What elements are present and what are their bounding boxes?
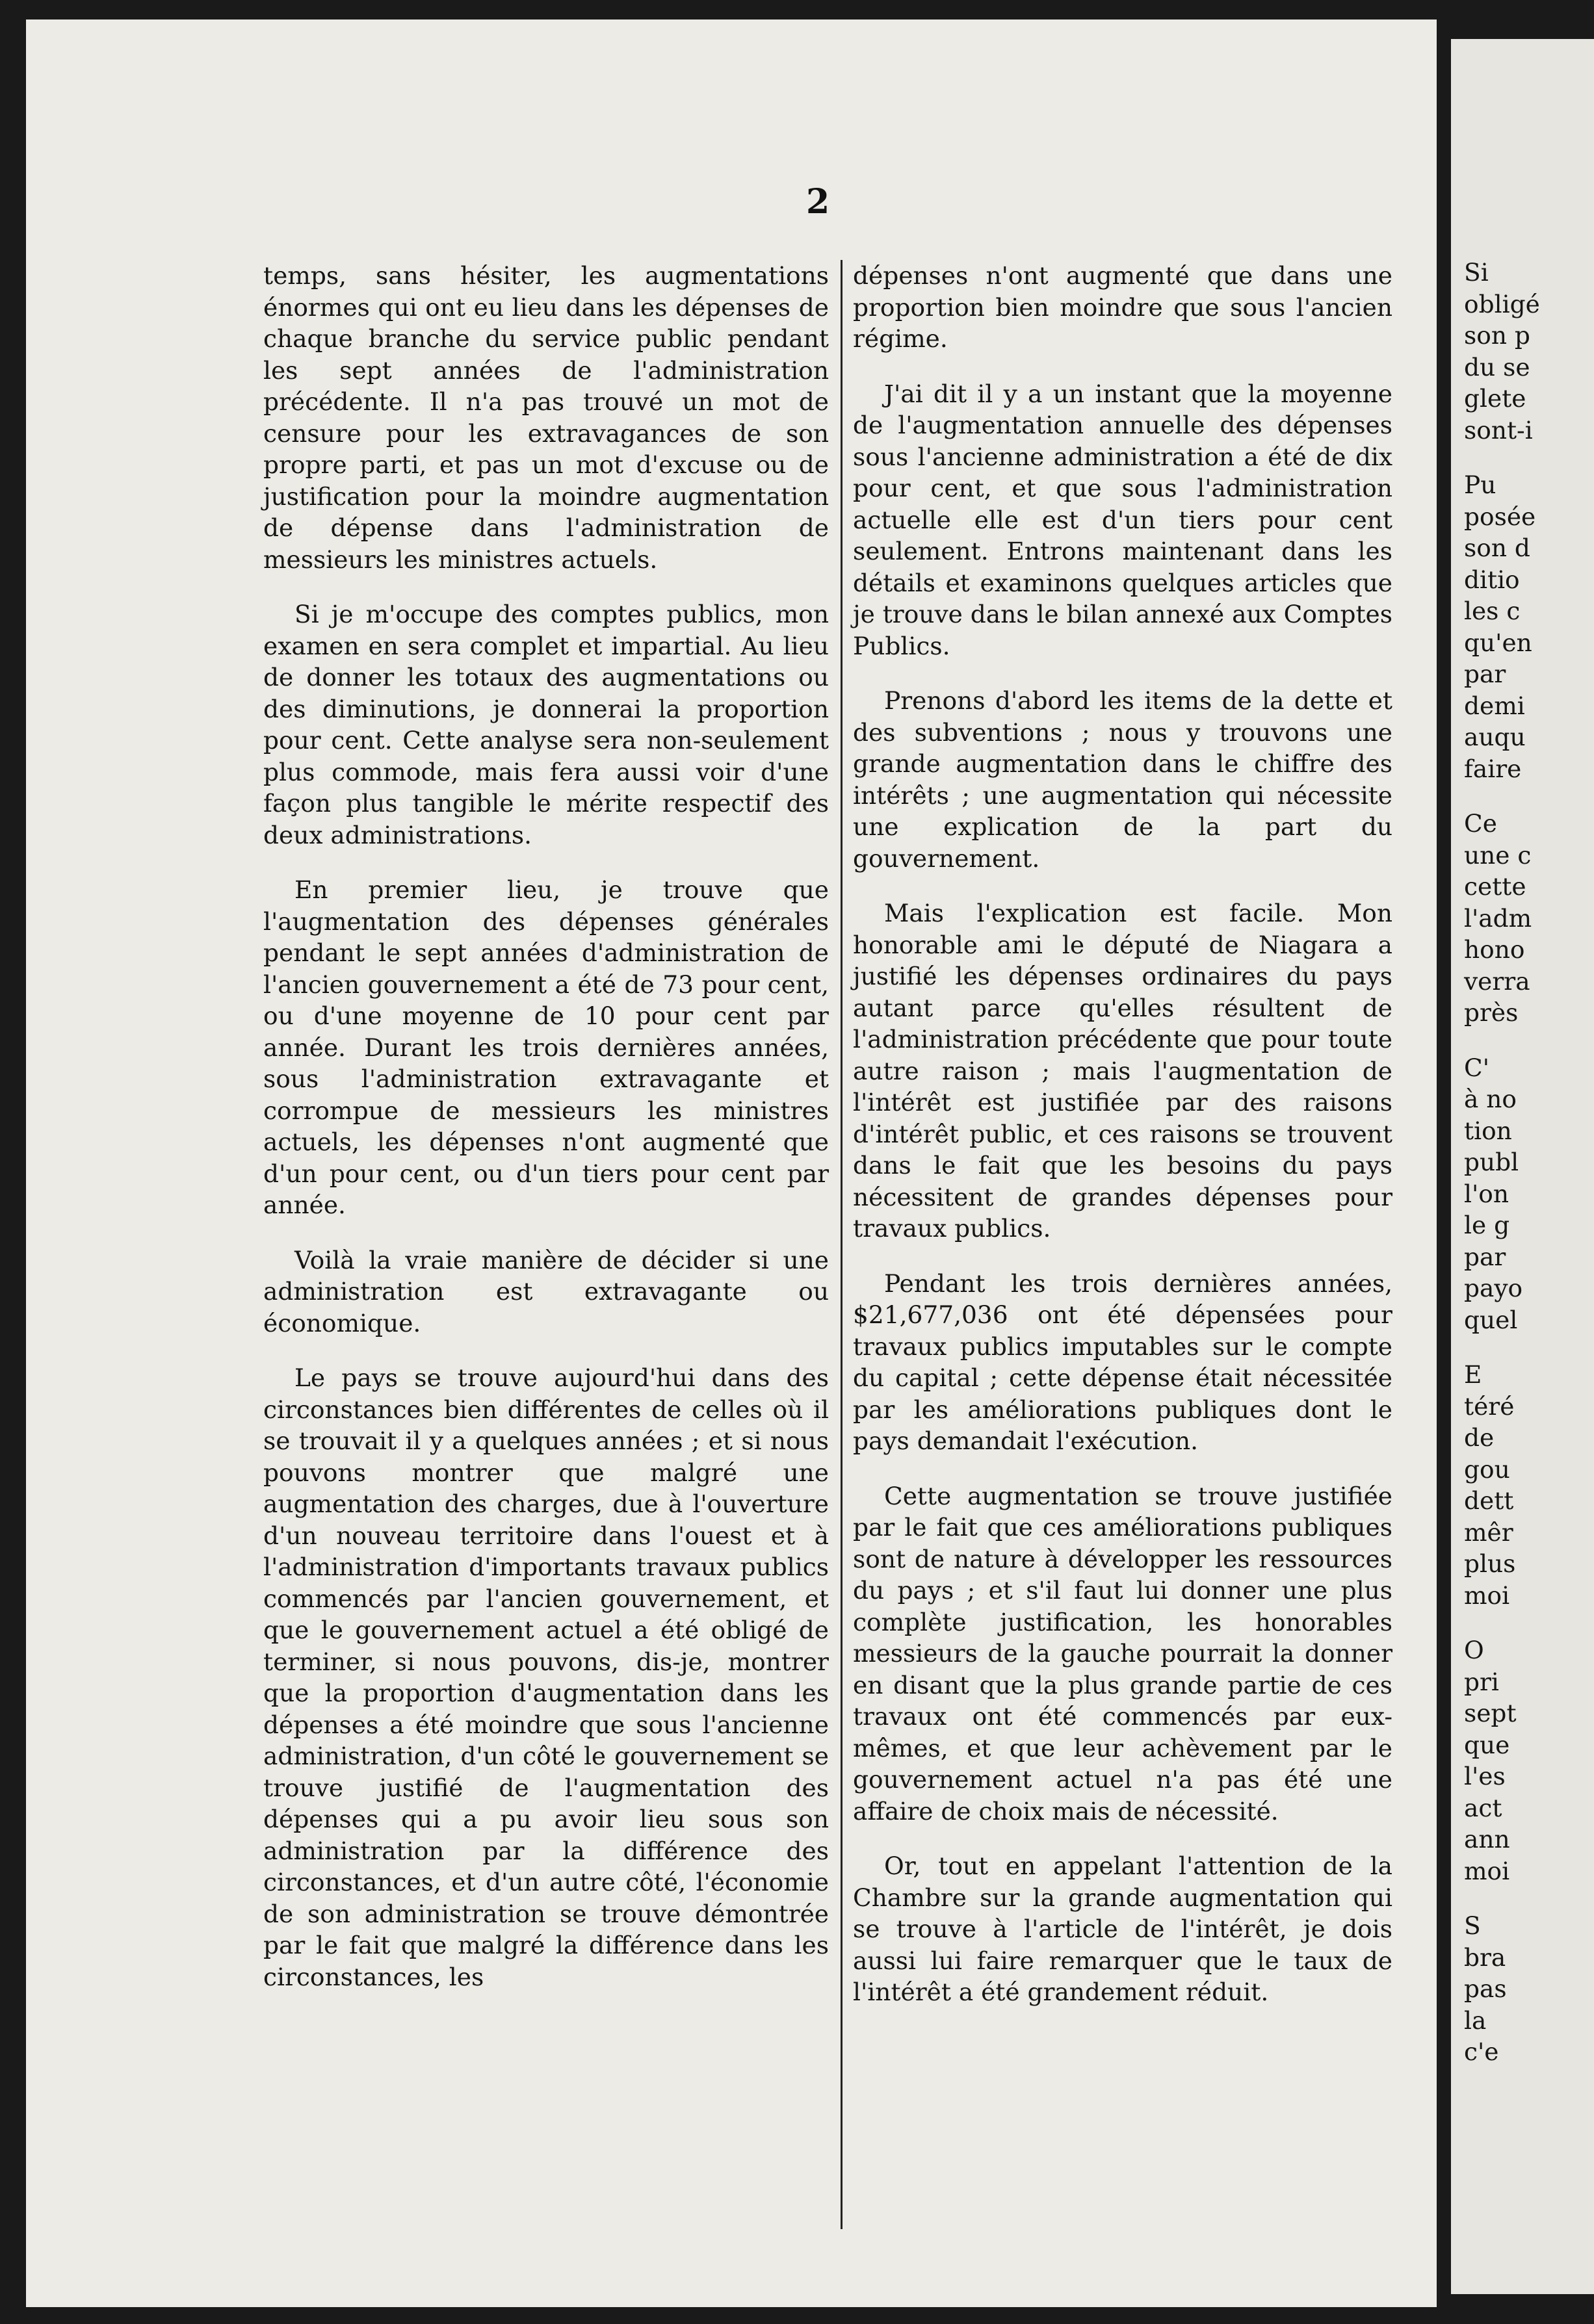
paragraph: Si je m'occupe des comptes publics, mon examen en sera complet et impartial. Au lieu de donner les totaux des augmentations ou des diminutions, je donnerai la proportion pour cent. Cette analyse sera non-seulement plus commode, mais fera aussi voir d'une façon plus tangible le mérite respectif des deux administrations.: [263, 600, 829, 849]
paragraph-gap: [1464, 1611, 1594, 1634]
text-fragment: Pu: [1464, 471, 1496, 499]
text-fragment: par: [1464, 1242, 1506, 1271]
paragraph-gap: [1464, 1887, 1594, 1910]
document-page: [26, 19, 1437, 2307]
text-fragment: à no: [1464, 1085, 1517, 1113]
text-fragment: qu'en: [1464, 628, 1532, 657]
paragraph: dépenses n'ont augmenté que dans une proportion bien moindre que sous l'ancien régime.: [853, 261, 1392, 353]
text-fragment: ditio: [1464, 565, 1520, 594]
text-fragment: son d: [1464, 534, 1530, 562]
right-text-column: [853, 260, 1392, 2032]
paragraph-gap: [1464, 1029, 1594, 1052]
text-fragment: verra: [1464, 966, 1530, 996]
paragraph: Pendant les trois dernières années, $21,677,036 ont été dépensées pour travaux publics imputables sur le compte du capital ; cette dépense était nécessitée par les améliorations publiques dont le pays demandait l'exécution.: [853, 1269, 1392, 1455]
text-fragment: posée: [1464, 502, 1536, 531]
text-fragment: auqu: [1464, 723, 1526, 751]
text-fragment: l'on: [1464, 1179, 1509, 1208]
text-fragment: obligé: [1464, 289, 1540, 318]
adjacent-page-edge: [1451, 39, 1594, 2294]
text-fragment: sept: [1464, 1699, 1517, 1727]
paragraph-gap: [1464, 784, 1594, 808]
text-fragment: moi: [1464, 1856, 1510, 1885]
paragraph: temps, sans hésiter, les augmentations énormes qui ont eu lieu dans les dépenses de chaque branche du service public pendant les sept années de l'administration précédente. Il n'a pas trouvé un mot de censure pour les extravagances de son propre parti, et pas un mot d'excuse ou de justification pour la moindre augmentation de dépense dans l'administration de messieurs les ministres actuels.: [263, 261, 829, 574]
text-fragment: de: [1464, 1423, 1495, 1452]
text-fragment: que: [1464, 1730, 1510, 1759]
text-fragment: pas: [1464, 1974, 1507, 2003]
paragraph-gap: [1464, 446, 1594, 469]
text-fragment: son p: [1464, 321, 1530, 350]
paragraph: En premier lieu, je trouve que l'augmentation des dépenses générales pendant le sept années d'administration de l'ancien gouvernement a été de 73 pour cent, ou d'une moyenne de 10 pour cent par année. Durant les trois dernières années, sous l'administration extravagante et corrompue de messieurs les ministres actuels, les dépenses n'ont augmenté que d'un pour cent, ou d'un tiers pour cent par année.: [263, 875, 829, 1219]
text-fragment: act: [1464, 1793, 1502, 1822]
text-fragment: le g: [1464, 1211, 1510, 1239]
text-fragment: mêr: [1464, 1517, 1513, 1547]
paragraph: Voilà la vraie manière de décider si une administration est extravagante ou économique.: [263, 1245, 829, 1337]
text-fragment: Si: [1464, 258, 1489, 287]
text-fragment: près: [1464, 998, 1519, 1027]
column-divider: [841, 260, 843, 2229]
text-fragment: bra: [1464, 1943, 1506, 1972]
text-fragment: dett: [1464, 1486, 1514, 1515]
adjacent-page-text: [1464, 257, 1594, 2068]
text-fragment: gou: [1464, 1454, 1510, 1484]
text-fragment: l'es: [1464, 1762, 1506, 1790]
text-fragment: Ce: [1464, 809, 1497, 838]
text-fragment: demi: [1464, 691, 1525, 720]
text-fragment: quel: [1464, 1305, 1518, 1334]
text-fragment: ann: [1464, 1825, 1510, 1853]
text-fragment: par: [1464, 660, 1506, 688]
text-fragment: publ: [1464, 1148, 1519, 1176]
text-fragment: payo: [1464, 1274, 1523, 1302]
paragraph: Or, tout en appelant l'attention de la Chambre sur la grande augmentation qui se trouve à l'article de l'intérêt, je dois aussi lui faire remarquer que le taux de l'intérêt a été grandement réduit.: [853, 1852, 1392, 2006]
text-fragment: E: [1464, 1360, 1482, 1389]
text-fragment: téré: [1464, 1391, 1515, 1421]
text-fragment: tion: [1464, 1116, 1512, 1145]
paragraph: Cette augmentation se trouve justifiée par le fait que ces améliorations publiques sont de nature à développer les ressources du pays ; et s'il faut lui donner une plus complète justification, les honorables messieurs de la gauche pourrait la donner en disant que la plus grande partie de ces travaux ont été commencés par eux-mêmes, et que leur achèvement par le gouvernement actuel n'a pas été une affaire de choix mais de nécessité.: [853, 1481, 1392, 1826]
text-fragment: moi: [1464, 1581, 1510, 1610]
text-fragment: une c: [1464, 840, 1532, 870]
paragraph: Le pays se trouve aujourd'hui dans des circonstances bien différentes de celles où il se trouvait il y a quelques années ; et si nous pouvons montrer que malgré une augmentation des charges, due à l'ouverture d'un nouveau territoire dans l'ouest et à l'administration d'importants travaux publics commencés par l'ancien gouvernement, et que le gouvernement actuel a été obligé de terminer, si nous pouvons, dis-je, montrer que la proportion d'augmentation dans les dépenses a été moindre que sous l'ancienne administration, d'un côté le gouvernement se trouve justifié de l'augmentation des dépenses qui a pu avoir lieu sous son administration par la différence des circonstances, et d'un autre côté, l'économie de son administration se trouve démontrée par le fait que malgré la différence dans les circonstances, les: [263, 1363, 829, 1991]
text-fragment: l'adm: [1464, 903, 1532, 933]
paragraph-gap: [1464, 1336, 1594, 1359]
paragraph: Mais l'explication est facile. Mon honorable ami le député de Niagara a justifié les dépenses ordinaires du pays autant parce qu'elles résultent de l'administration précédente que pour toute autre raison ; mais l'augmentation de l'intérêt est justifiée par des raisons d'intérêt public, et ces raisons se trouvent dans le fait que les besoins du pays nécessitent de grandes dépenses pour travaux publics.: [853, 899, 1392, 1243]
text-fragment: faire: [1464, 754, 1522, 783]
text-fragment: O: [1464, 1636, 1484, 1664]
text-fragment: C': [1464, 1053, 1490, 1082]
text-fragment: c'e: [1464, 2037, 1499, 2066]
text-fragment: la: [1464, 2006, 1487, 2035]
text-fragment: S: [1464, 1911, 1481, 1940]
text-fragment: les c: [1464, 597, 1521, 625]
text-fragment: hono: [1464, 935, 1525, 964]
text-fragment: cette: [1464, 872, 1526, 901]
left-text-column: [263, 260, 829, 2016]
paragraph: Prenons d'abord les items de la dette et des subventions ; nous y trouvons une grande augmentation dans le chiffre des intérêts ; une augmentation qui nécessite une explication de la part du gouvernement.: [853, 686, 1392, 873]
text-fragment: sont-i: [1464, 415, 1533, 445]
text-fragment: du se: [1464, 352, 1530, 381]
text-fragment: pri: [1464, 1667, 1499, 1696]
paragraph: J'ai dit il y a un instant que la moyenne de l'augmentation annuelle des dépenses sous l'ancienne administration a été de dix pour cent, et que sous l'administration actuelle elle est d'un tiers pour cent seulement. Entrons maintenant dans les détails et examinons quelques articles que je trouve dans le bilan annexé aux Comptes Publics.: [853, 379, 1392, 660]
text-fragment: glete: [1464, 384, 1526, 413]
page-number: 2: [806, 182, 830, 222]
text-fragment: plus: [1464, 1549, 1516, 1578]
